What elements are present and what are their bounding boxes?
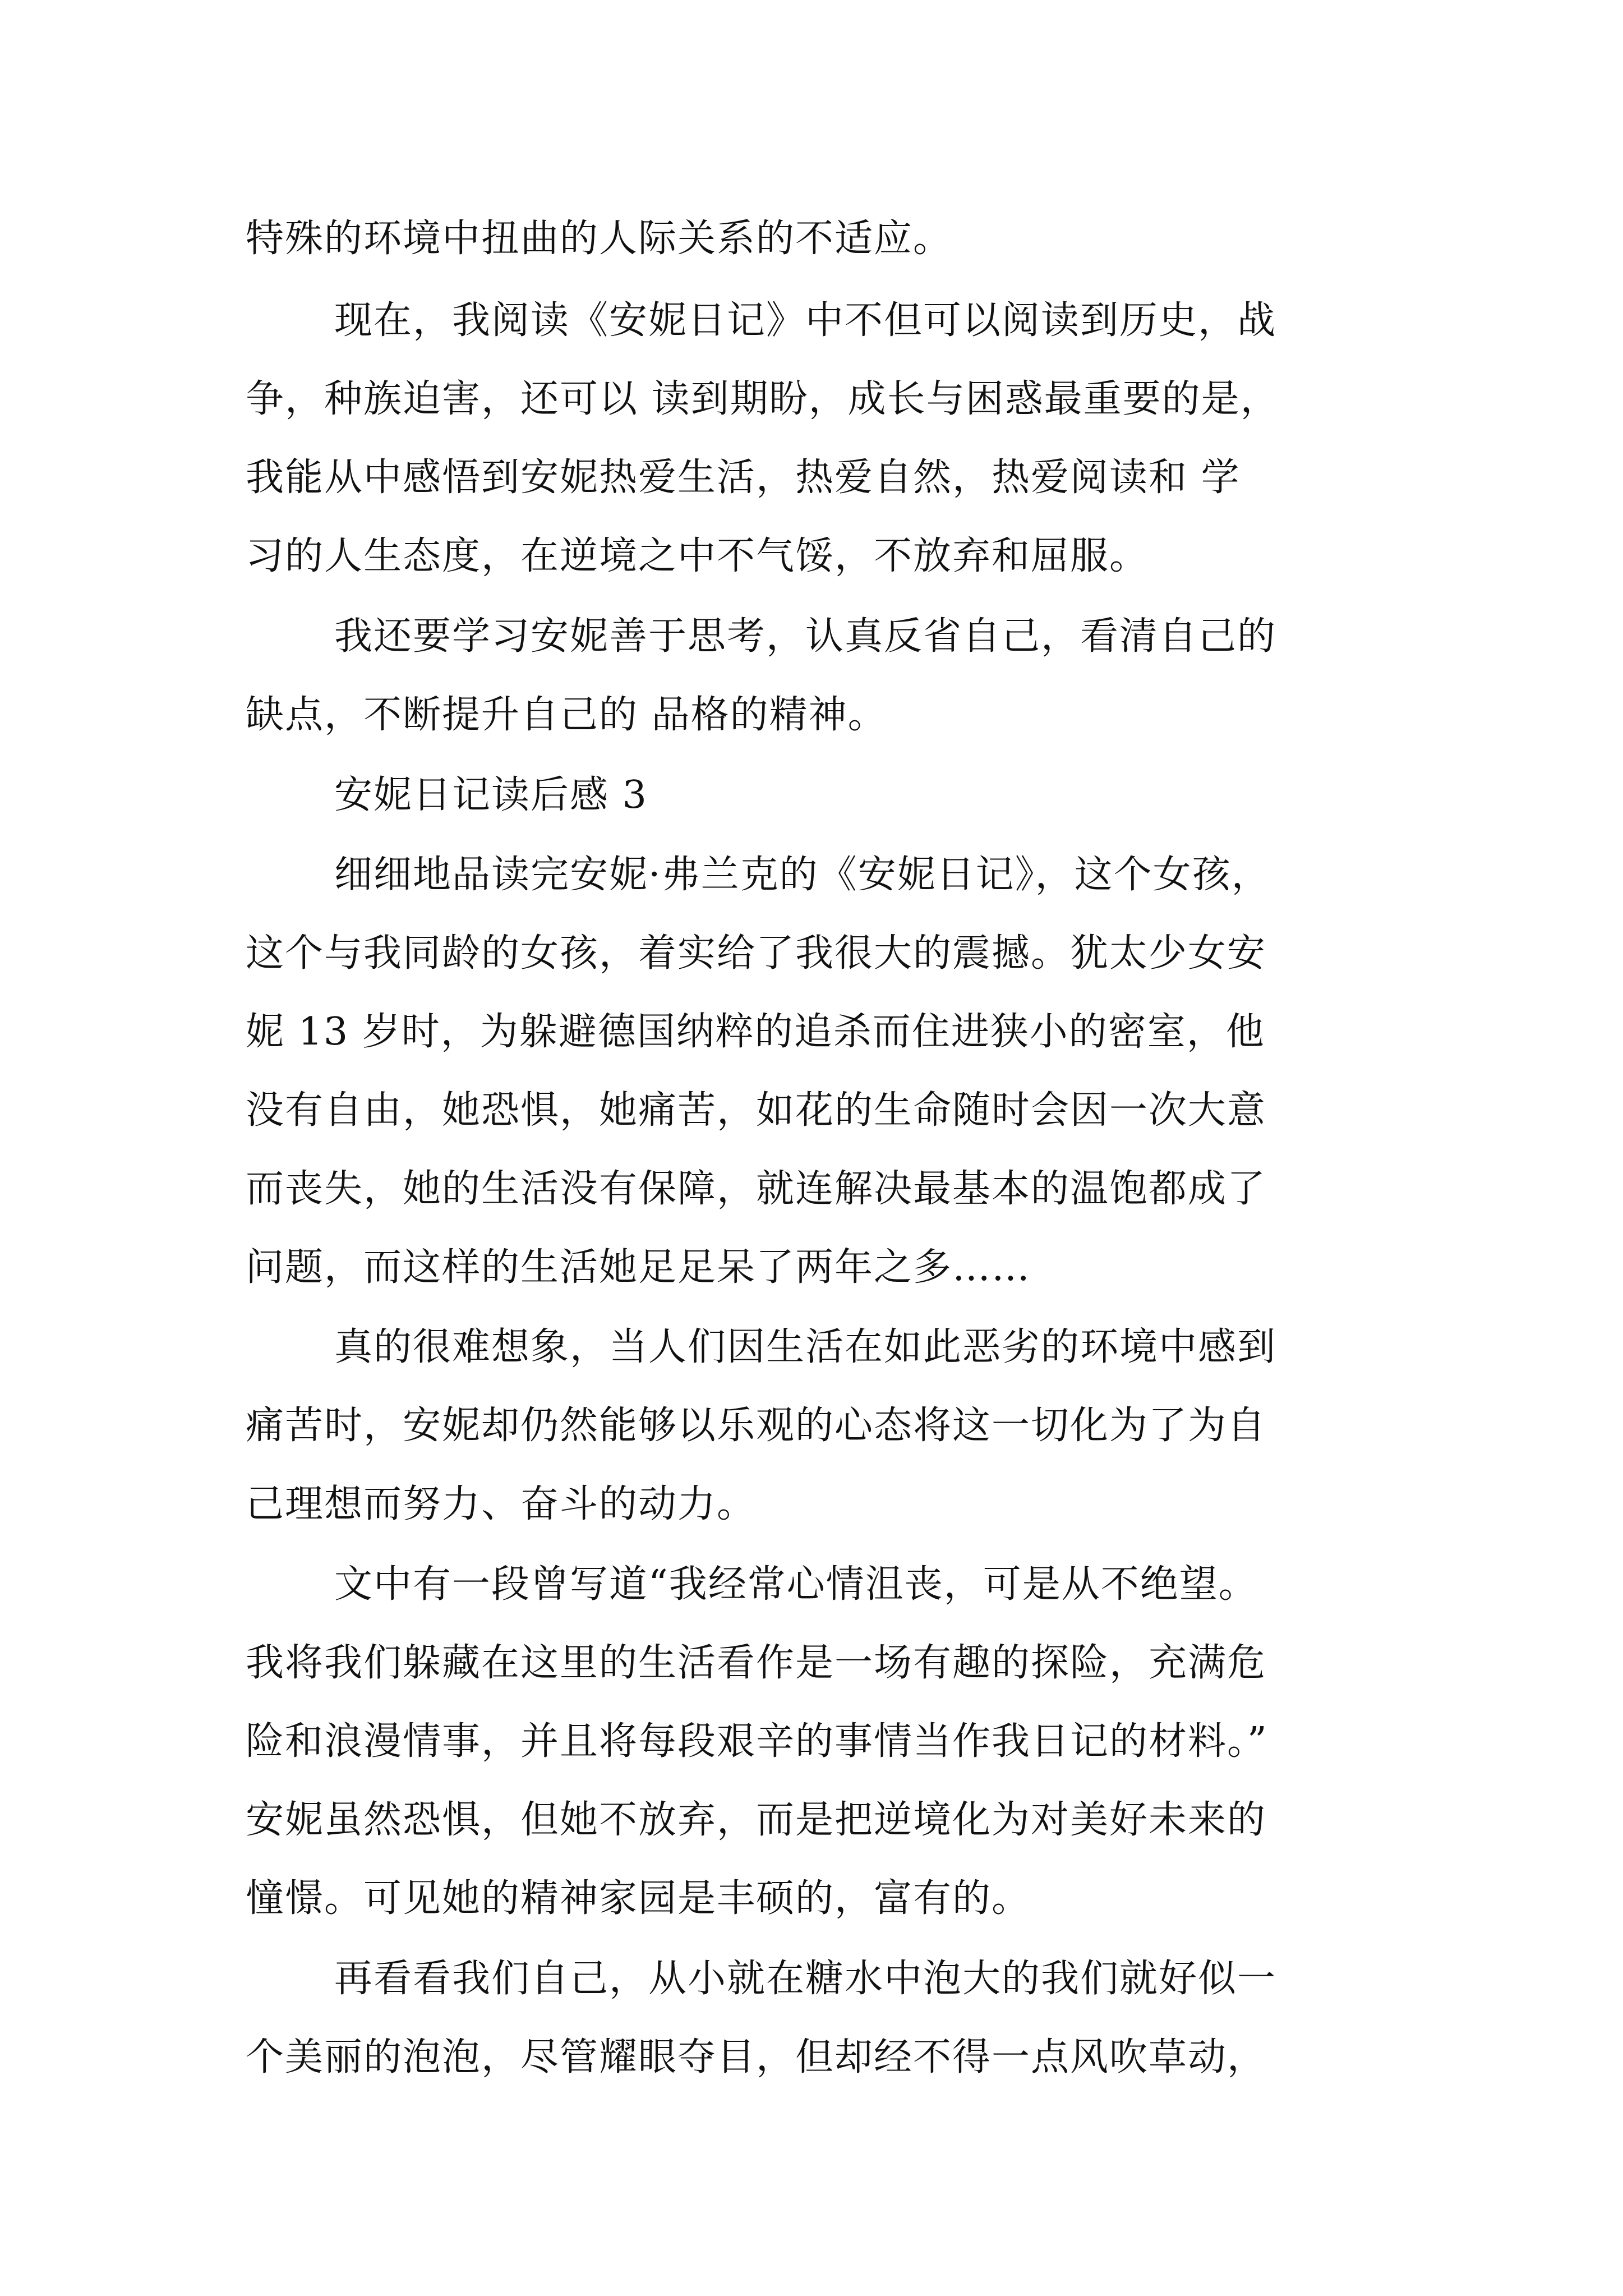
text-line: 个美丽的泡泡，尽管耀眼夺目，但却经不得一点风吹草动，: [246, 2035, 1267, 2079]
text-line: 问题，而这样的生活她足足呆了两年之多……: [246, 1245, 1031, 1290]
section-heading: 安妮日记读后感 3: [334, 773, 648, 817]
text-line: 缺点，不断提升自己的 品格的精神。: [246, 693, 887, 737]
text-line: 我能从中感悟到安妮热爱生活，热爱自然，热爱阅读和 学: [246, 455, 1241, 500]
text-line: 没有自由，她恐惧，她痛苦，如花的生命随时会因一次大意: [246, 1088, 1267, 1133]
text-line: 己理想而努力、奋斗的动力。: [246, 1482, 757, 1526]
text-line: 我还要学习安妮善于思考，认真反省自己，看清自己的: [334, 614, 1277, 659]
text-line: 争，种族迫害，还可以 读到期盼，成长与困惑最重要的是，: [246, 377, 1280, 421]
text-line: 而丧失，她的生活没有保障，就连解决最基本的温饱都成了: [246, 1167, 1267, 1211]
text-line: 现在，我阅读《安妮日记》中不但可以阅读到历史，战: [334, 298, 1277, 343]
text-line: 习的人生态度，在逆境之中不气馁，不放弃和屈服。: [246, 534, 1149, 578]
text-line: 文中有一段曾写道“我经常心情沮丧，可是从不绝望。: [334, 1562, 1258, 1607]
text-line: 痛苦时，安妮却仍然能够以乐观的心态将这一切化为了为自: [246, 1404, 1267, 1448]
text-line: 再看看我们自己，从小就在糖水中泡大的我们就好似一: [334, 1957, 1277, 2001]
text-line: 这个与我同龄的女孩，着实给了我很大的震撼。犹太少女安: [246, 931, 1267, 976]
text-line: 憧憬。可见她的精神家园是丰硕的，富有的。: [246, 1876, 1031, 1921]
text-line: 细细地品读完安妮·弗兰克的《安妮日记》，这个女孩，: [334, 853, 1271, 897]
text-line: 险和浪漫情事，并且将每段艰辛的事情当作我日记的材料。”: [246, 1719, 1268, 1764]
text-line: 特殊的环境中扭曲的人际关系的不适应。: [246, 217, 953, 261]
text-line: 真的很难想象，当人们因生活在如此恶劣的环境中感到: [334, 1325, 1277, 1369]
text-line: 我将我们躲藏在这里的生活看作是一场有趣的探险，充满危: [246, 1641, 1267, 1685]
text-line: 安妮虽然恐惧，但她不放弃，而是把逆境化为对美好未来的: [246, 1798, 1267, 1842]
text-line: 妮 13 岁时，为躲避德国纳粹的追杀而住进狭小的密室，他: [246, 1010, 1265, 1054]
